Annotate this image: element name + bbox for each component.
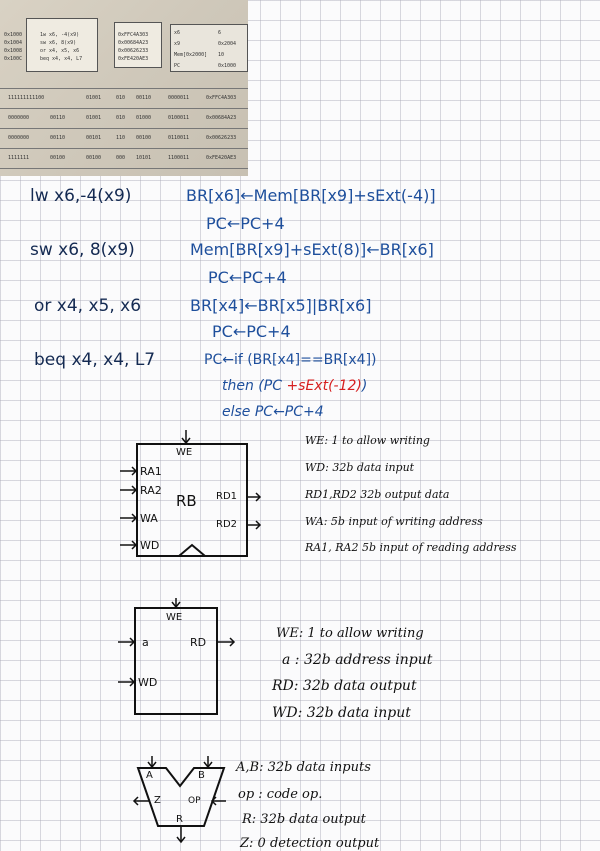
lw-instr: lw x6,-4(x9) (30, 186, 132, 206)
beq-else: else PC←PC+4 (222, 404, 324, 420)
reg-value: 6 (218, 30, 222, 36)
alu-op: OP (188, 796, 201, 806)
field: 0x00626233 (206, 135, 237, 141)
mem-value: 0xFFC4A303 (118, 32, 149, 38)
or-instr: or x4, x5, x6 (34, 296, 142, 316)
beq-instr: beq x4, x4, L7 (34, 350, 156, 370)
sw-instr: sw x6, 8(x9) (30, 240, 135, 260)
field: 00110 (50, 135, 66, 141)
field: 1100011 (168, 155, 190, 161)
rb-desc-2: WD: 32b data input (305, 461, 415, 474)
field: 010 (116, 115, 126, 121)
field: 00110 (50, 115, 66, 121)
field: 00100 (136, 135, 152, 141)
field: 010 (116, 95, 126, 101)
rb-name: RB (176, 492, 197, 510)
mem-we: WE (166, 612, 183, 623)
alu-desc-3: R: 32b data output (242, 812, 366, 827)
reg-value: 0x1000 (218, 63, 237, 69)
code-line: 1w x6, -4(x9) (40, 32, 80, 38)
table-line (0, 128, 248, 129)
rb-ra1: RA1 (140, 465, 162, 478)
reg-value: 10 (218, 52, 225, 58)
alu-desc-2: op : code op. (238, 787, 323, 802)
field: 10101 (136, 155, 152, 161)
rb-desc-1: WE: 1 to allow writing (305, 434, 430, 447)
rb-we: WE (176, 447, 193, 458)
reg-name: x6 (174, 30, 181, 36)
reg-table (170, 24, 248, 72)
mem-wd: WD (138, 676, 158, 689)
field: 0110011 (168, 135, 190, 141)
alu-desc-4: Z: 0 detection output (240, 836, 380, 851)
field: 00101 (86, 135, 102, 141)
rb-ra2: RA2 (140, 484, 162, 497)
lw-pc: PC←PC+4 (206, 214, 285, 233)
field: 0xFE420AE3 (206, 155, 237, 161)
sw-pc: PC←PC+4 (208, 268, 287, 287)
mem-value: 0x00684A23 (118, 40, 149, 46)
mem-desc-4: WD: 32b data input (272, 705, 411, 721)
mem-value: 0x00626233 (118, 48, 149, 54)
addr: 0x1008 (4, 48, 23, 54)
alu-a: A (146, 770, 153, 781)
rb-desc-3: RD1,RD2 32b output data (305, 488, 450, 501)
or-op: BR[x4]←BR[x5]|BR[x6] (190, 296, 372, 315)
reg-name: Mem[0x2000] (174, 52, 208, 58)
beq-op: PC←if (BR[x4]==BR[x4]) (204, 352, 377, 368)
alu-b: B (198, 770, 205, 781)
addr: 0x1004 (4, 40, 23, 46)
table-line (0, 148, 248, 149)
rb-desc-4: WA: 5b input of writing address (305, 515, 483, 528)
worksheet-photo (0, 0, 248, 176)
field: 00100 (86, 155, 102, 161)
field: 0000000 (8, 115, 30, 121)
rb-wd: WD (140, 539, 160, 552)
reg-name: x9 (174, 41, 181, 47)
table-line (0, 108, 248, 109)
mem-a: a (142, 636, 149, 649)
field: 01000 (136, 115, 152, 121)
field: 0xFFC4A303 (206, 95, 237, 101)
field: 0100011 (168, 115, 190, 121)
rb-rd1: RD1 (216, 491, 238, 502)
field: 01001 (86, 95, 102, 101)
lw-op: BR[x6]←Mem[BR[x9]+sExt(-4)] (186, 186, 436, 205)
field: 0000011 (168, 95, 190, 101)
field: 01001 (86, 115, 102, 121)
mem-desc-3: RD: 32b data output (272, 678, 417, 694)
rb-desc-5: RA1, RA2 5b input of reading address (305, 541, 517, 554)
reg-name: PC (174, 63, 181, 69)
mem-desc-2: a : 32b address input (282, 652, 433, 668)
mem-value: 0xFE420AE3 (118, 56, 149, 62)
code-line: sw x6, 8(x9) (40, 40, 77, 46)
field: 00100 (50, 155, 66, 161)
field: 0x00684A23 (206, 115, 237, 121)
field: 00110 (136, 95, 152, 101)
alu-r: R (176, 814, 183, 825)
code-line: beq x4, x4, L7 (40, 56, 83, 62)
field: 1111111 (8, 155, 30, 161)
table-line (0, 88, 248, 89)
alu-diagram (126, 756, 236, 848)
field: 000 (116, 155, 126, 161)
then-offset: +sExt(-12) (286, 378, 362, 394)
table-line (0, 168, 248, 169)
sw-op: Mem[BR[x9]+sExt(8)]←BR[x6] (190, 240, 434, 259)
mem-rd: RD (190, 636, 207, 649)
rb-rd2: RD2 (216, 519, 238, 530)
alu-desc-1: A,B: 32b data inputs (236, 760, 371, 775)
or-pc: PC←PC+4 (212, 322, 291, 341)
field: 0000000 (8, 135, 30, 141)
field: 111111111100 (8, 95, 45, 101)
alu-z: Z (154, 795, 161, 806)
code-line: or x4, x5, x6 (40, 48, 80, 54)
addr: 0x1000 (4, 32, 23, 38)
rb-wa: WA (140, 512, 158, 525)
then-close: ) (361, 378, 368, 394)
beq-then (222, 378, 367, 394)
then-text: then (PC (222, 378, 282, 394)
mem-desc-1: WE: 1 to allow writing (276, 626, 424, 641)
addr: 0x100C (4, 56, 23, 62)
field: 110 (116, 135, 126, 141)
reg-value: 0x2004 (218, 41, 237, 47)
